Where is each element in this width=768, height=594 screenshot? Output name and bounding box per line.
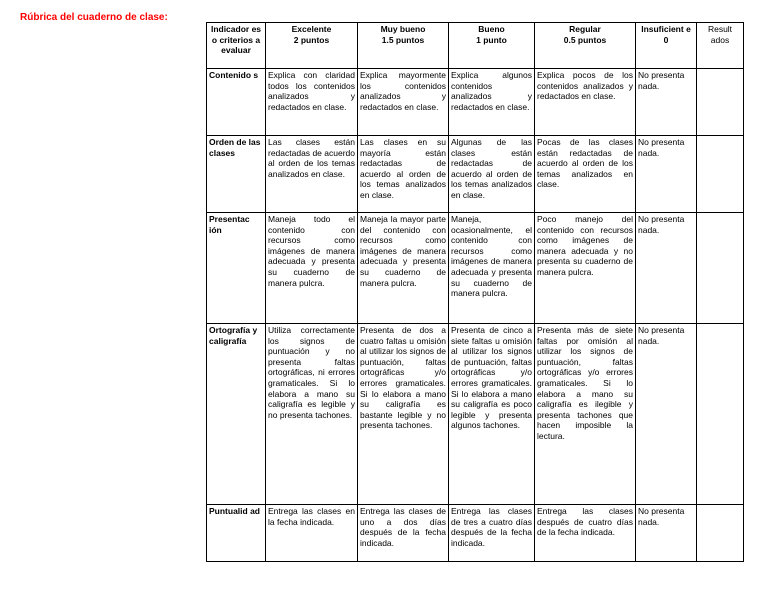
level-name: Bueno	[478, 24, 505, 34]
criterion-cell: Presentac ión	[207, 213, 266, 324]
criterion-cell: Contenido s	[207, 69, 266, 136]
level-name: Excelente	[291, 24, 332, 34]
criterion-cell: Orden de las clases	[207, 136, 266, 213]
rubric-table	[206, 22, 744, 562]
level-cell: Entrega las clases de tres a cuatro días después de la fecha indicada.	[449, 505, 535, 562]
result-cell[interactable]	[697, 324, 744, 505]
header-level-excelente	[266, 23, 358, 69]
criterion-cell: Puntualid ad	[207, 505, 266, 562]
header-row	[207, 23, 744, 69]
level-cell: Explica con claridad todos los contenidos analizados y redactados en clase.	[266, 69, 358, 136]
criterion-cell: Ortografía y caligrafía	[207, 324, 266, 505]
level-cell: Las clases en su mayoría están redactadas de acuerdo al orden de los temas analizados en clase.	[358, 136, 449, 213]
level-cell: Maneja la mayor parte del contenido con recursos como imágenes de manera adecuada y presenta su cuaderno de manera pulcra.	[358, 213, 449, 324]
level-name: Muy bueno	[380, 24, 426, 34]
level-cell: No presenta nada.	[636, 136, 697, 213]
level-cell: Pocas de las clases están redactadas de acuerdo al orden de los temas analizados en clase.	[535, 136, 636, 213]
level-points: 1 punto	[476, 34, 507, 45]
table-row-ortografia	[207, 324, 744, 505]
level-cell: Utiliza correctamente los signos de puntuación y no presenta faltas ortográficas, ni errores gramaticales. Si lo elabora a mano su caligrafía es legible y no presenta tachones.	[266, 324, 358, 505]
level-name: Insuficient e	[641, 24, 691, 34]
level-cell: Maneja, ocasionalmente, el contenido con recursos como imágenes de manera adecuada y presenta su cuaderno de manera pulcra.	[449, 213, 535, 324]
header-level-insuficiente	[636, 23, 697, 69]
level-points: 0	[663, 34, 669, 45]
header-results: Result ados	[697, 23, 744, 69]
level-points: 2 puntos	[293, 34, 330, 45]
level-cell: Explica mayormente los contenidos analizados y redactados en clase.	[358, 69, 449, 136]
result-cell[interactable]	[697, 136, 744, 213]
level-cell: Presenta más de siete faltas por omisión al utilizar los signos de puntuación, faltas ortográficas y/o errores gramaticales. Si lo elabora a mano su caligrafía es ilegible y presenta tachones que hacen imposible la lectura.	[535, 324, 636, 505]
level-cell: Presenta de dos a cuatro faltas u omisión al utilizar los signos de puntuación, faltas ortográficas y/o errores gramaticales. Si lo elabora a mano su caligrafía es bastante legible y no presenta tachones.	[358, 324, 449, 505]
level-cell: Explica pocos de los contenidos analizados y redactados en clase.	[535, 69, 636, 136]
level-cell: No presenta nada.	[636, 69, 697, 136]
header-criteria: Indicador es o criterios a evaluar	[207, 23, 266, 69]
table-row-puntualidad	[207, 505, 744, 562]
level-cell: Entrega las clases de uno a dos días después de la fecha indicada.	[358, 505, 449, 562]
result-cell[interactable]	[697, 505, 744, 562]
level-name: Regular	[569, 24, 601, 34]
level-cell: Maneja todo el contenido con recursos como imágenes de manera adecuada y presenta su cuaderno de manera pulcra.	[266, 213, 358, 324]
level-cell: Las clases están redactadas de acuerdo al orden de los temas analizados en clase.	[266, 136, 358, 213]
table-row-contenidos	[207, 69, 744, 136]
table-row-presentacion	[207, 213, 744, 324]
level-cell: Entrega las clases en la fecha indicada.	[266, 505, 358, 562]
document-title: Rúbrica del cuaderno de clase:	[20, 12, 168, 23]
level-cell: No presenta nada.	[636, 505, 697, 562]
table-row-orden	[207, 136, 744, 213]
level-cell: No presenta nada.	[636, 324, 697, 505]
level-cell: Explica algunos contenidos analizados y redactados en clase.	[449, 69, 535, 136]
result-cell[interactable]	[697, 213, 744, 324]
header-level-regular	[535, 23, 636, 69]
result-cell[interactable]	[697, 69, 744, 136]
level-cell: Presenta de cinco a siete faltas u omisión al utilizar los signos de puntuación, faltas ortográficas y/o errores gramaticales. Si lo elabora a mano su caligrafía es poco legible y presenta algunos tachones.	[449, 324, 535, 505]
header-level-muy-bueno	[358, 23, 449, 69]
level-cell: Algunas de las clases están redactadas de acuerdo al orden de los temas analizados en clase.	[449, 136, 535, 213]
level-cell: Poco manejo del contenido con recursos como imágenes de manera adecuada y no presenta su cuaderno de manera pulcra.	[535, 213, 636, 324]
level-cell: No presenta nada.	[636, 213, 697, 324]
level-points: 1.5 puntos	[381, 34, 425, 45]
header-level-bueno	[449, 23, 535, 69]
level-points: 0.5 puntos	[563, 34, 607, 45]
level-cell: Entrega las clases después de cuatro días de la fecha indicada.	[535, 505, 636, 562]
